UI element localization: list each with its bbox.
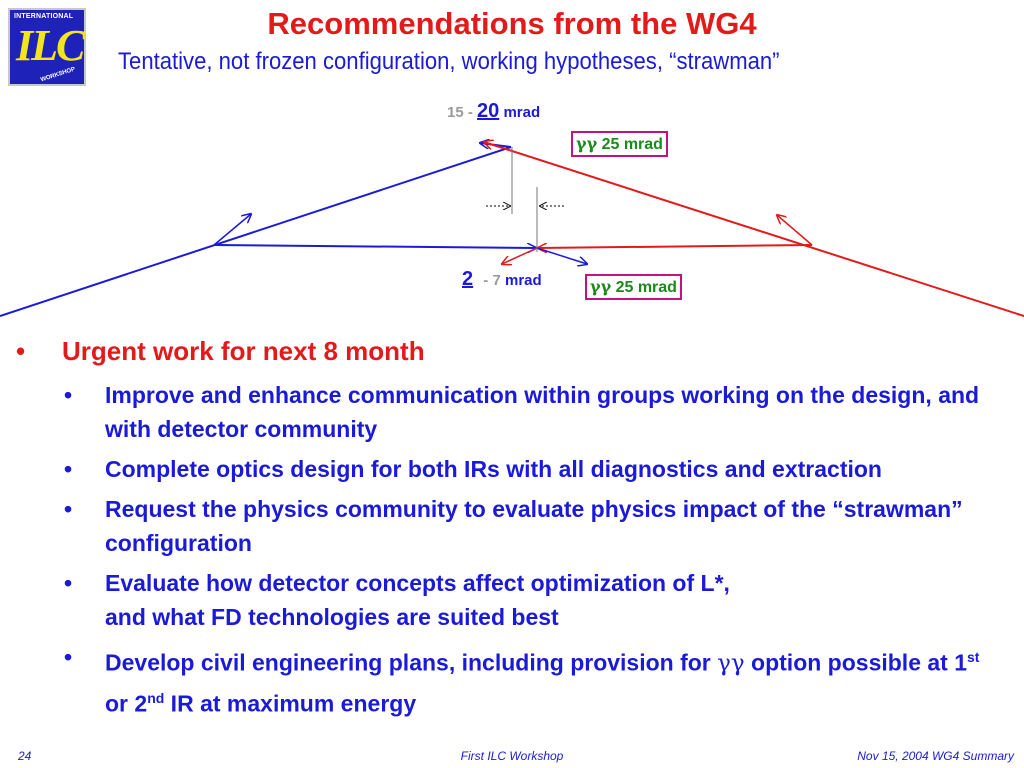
footer-center-text: First ILC Workshop: [460, 749, 564, 763]
bullet-icon: •: [64, 456, 73, 482]
bullet-icon: •: [64, 382, 73, 408]
slide-title: Recommendations from the WG4: [267, 6, 757, 41]
footer-page-number: 24: [18, 749, 32, 763]
slide-subtitle: Tentative, not frozen configuration, working hypotheses, “strawman”: [118, 48, 780, 75]
blue-beam-top-ir: [0, 147, 511, 316]
top-gamma-gamma-box: γγ 25 mrad: [571, 131, 668, 157]
list-item: [0, 566, 1005, 634]
bottom-crossing-angle-label: 2 - 7 mrad: [462, 268, 542, 290]
bottom-gamma-gamma-box: γγ 25 mrad: [585, 274, 682, 300]
red-extraction-arrow-bottom: [502, 248, 537, 264]
sub-bullet-list: [0, 378, 1024, 726]
red-extraction-arrow-right: [777, 215, 812, 245]
list-item-text: Improve and enhance communication within groups working on the design, and with detector community: [105, 382, 980, 442]
list-item-text-line1: Evaluate how detector concepts affect optimization of L*,: [105, 570, 730, 596]
logo-letters: ILC: [16, 21, 84, 70]
list-item-text-line2: and what FD technologies are suited best: [105, 604, 559, 630]
list-item: [0, 378, 1005, 446]
bullet-icon: •: [16, 336, 26, 366]
blue-beam-bottom-ir: [214, 245, 536, 248]
main-bullet-text: Urgent work for next 8 month: [62, 336, 425, 366]
list-item: • Develop civil engineering plans, including provision for γγ option possible at 1st or 2nd IR at maximum energy: [0, 640, 1005, 720]
top-crossing-angle-label: 15 - 20 mrad: [447, 100, 541, 122]
blue-extraction-arrow-left: [214, 214, 251, 245]
list-item: [0, 492, 1005, 560]
list-item-text: Request the physics community to evaluate physics impact of the “strawman” configuration: [105, 496, 963, 556]
bullet-icon: •: [64, 644, 73, 670]
blue-extraction-arrow-bottom: [537, 248, 587, 264]
footer-right-text: Nov 15, 2004 WG4 Summary: [857, 749, 1014, 763]
list-item-text: Complete optics design for both IRs with all diagnostics and extraction: [105, 456, 882, 482]
logo-top-text: INTERNATIONAL: [14, 13, 74, 20]
red-beam-top-ir: [484, 142, 1024, 316]
bullet-icon: •: [64, 570, 73, 596]
list-item: [0, 452, 1005, 486]
bullet-icon: •: [64, 496, 73, 522]
red-beam-bottom-ir: [538, 245, 812, 248]
logo-bottom-text: WORKSHOP: [39, 66, 77, 84]
gamma-gamma-symbol: γγ: [717, 650, 745, 677]
